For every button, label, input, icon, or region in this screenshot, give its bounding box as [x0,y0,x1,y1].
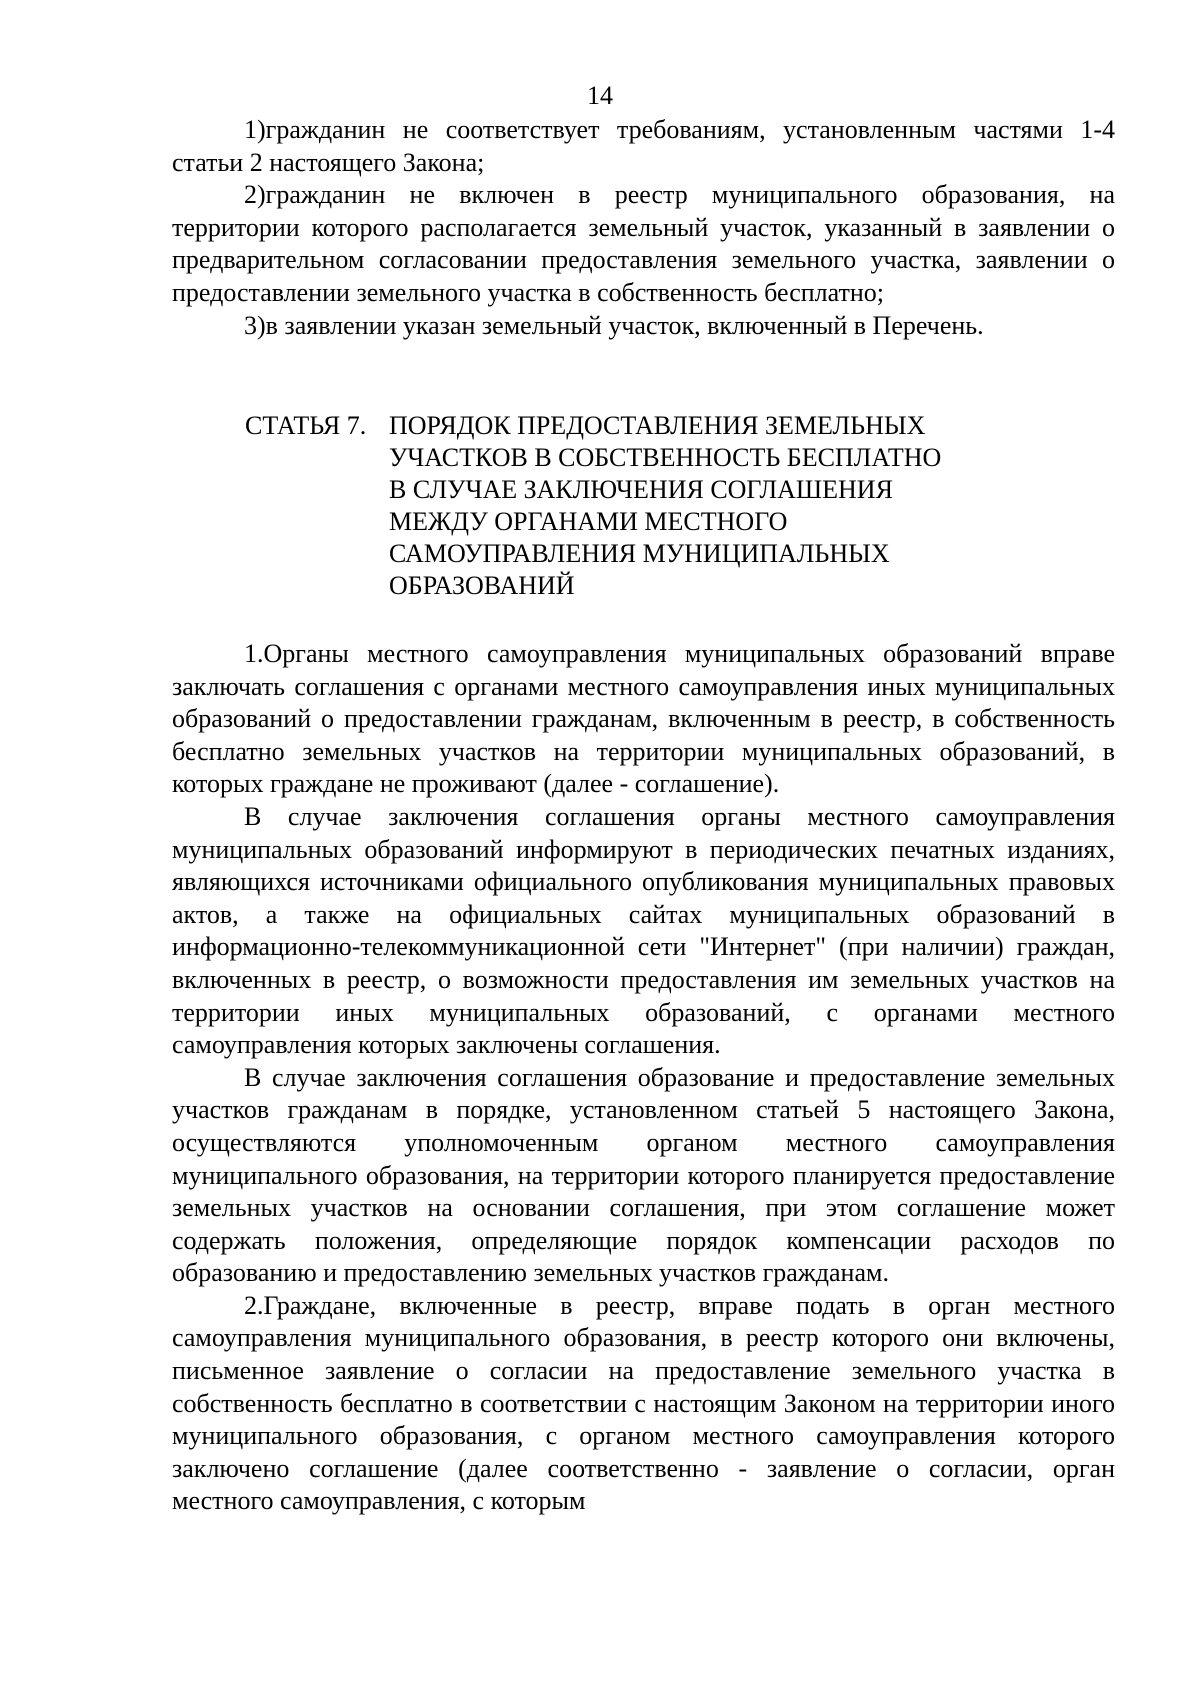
body-paragraph: 2.Граждане, включенные в реестр, вправе подать в орган местного самоуправления муниципального образования, в реестр которого они включены, письменное заявление о согласии на предоставление земельного участка в собственность бесплатно в соответствии с настоящим Законом на территории иного муниципального образования, с органом местного самоуправления которого заключено соглашение (далее соответственно - заявление о согласии, орган местного самоуправления, с которым [172,1290,1115,1516]
article-number: СТАТЬЯ 7. [245,411,367,440]
article-title-line: УЧАСТКОВ В СОБСТВЕННОСТЬ БЕСПЛАТНО [389,443,942,472]
body-paragraph: 1.Органы местного самоуправления муниципальных образований вправе заключать соглашения с органами местного самоуправления иных муниципальных образований о предоставлении гражданам, включенным в реестр, в собственность бесплатно земельных участков на территории муниципальных образований, в которых граждане не проживают (далее - соглашение). [172,639,1115,799]
article-title-line: МЕЖДУ ОРГАНАМИ МЕСТНОГО [389,507,788,536]
list-item: 1)гражданин не соответствует требованиям, установленным частями 1-4 статьи 2 настоящего Закона; [172,115,1115,177]
article-body [172,638,1115,1518]
body-paragraph: В случае заключения соглашения органы местного самоуправления муниципальных образований информируют в периодических печатных изданиях, являющихся источниками официального опубликования муниципальных правовых актов, а также на официальных сайтах муниципальных образований в информационно-телекоммуникационной сети "Интернет" (при наличии) граждан, включенных в реестр, о возможности предоставления им земельных участков на территории иных муниципальных образований, с органами местного самоуправления которых заключены соглашения. [172,801,1115,1060]
body-paragraph: В случае заключения соглашения образование и предоставление земельных участков гражданам в порядке, установленном статьей 5 настоящего Закона, осуществляются уполномоченным органом местного самоуправления муниципального образования, на территории которого планируется предоставление земельных участков на основании соглашения, при этом соглашение может содержать положения, определяющие порядок компенсации расходов по образованию и предоставлению земельных участков гражданам. [172,1062,1115,1288]
list-item: 3)в заявлении указан земельный участок, включенный в Перечень. [244,310,984,340]
article-title [389,410,941,602]
grounds-list [172,114,1115,342]
list-item: 2)гражданин не включен в реестр муниципального образования, на территории которого располагается земельный участок, указанный в заявлении о предварительном согласовании предоставления земельного участка, заявлении о предоставлении земельного участка в собственность бесплатно; [172,180,1115,307]
article-title-line: САМОУПРАВЛЕНИЯ МУНИЦИПАЛЬНЫХ [389,539,890,568]
page-number: 14 [587,81,613,110]
article-title-line: ПОРЯДОК ПРЕДОСТАВЛЕНИЯ ЗЕМЕЛЬНЫХ [389,411,926,440]
article-title-line: В СЛУЧАЕ ЗАКЛЮЧЕНИЯ СОГЛАШЕНИЯ [389,475,893,504]
article-title-line: ОБРАЗОВАНИЙ [389,571,575,600]
